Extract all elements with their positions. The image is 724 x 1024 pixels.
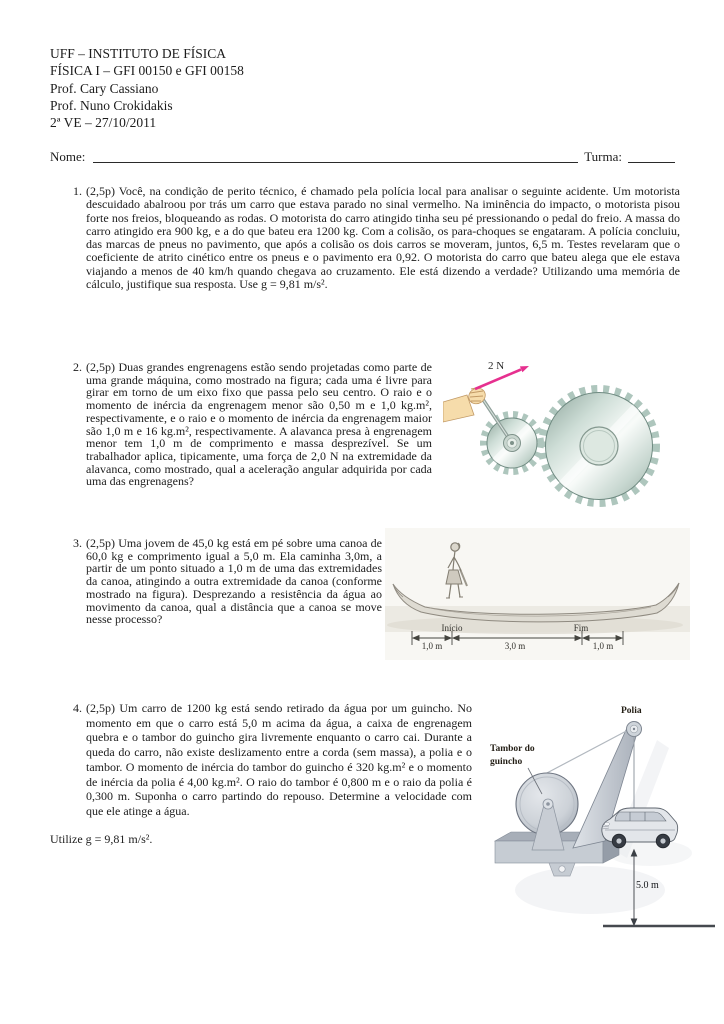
drum-label-line2: guincho bbox=[490, 757, 523, 767]
header-line-course: FÍSICA I – GFI 00150 e GFI 00158 bbox=[50, 63, 244, 79]
header-line-institution: UFF – INSTITUTO DE FÍSICA bbox=[50, 46, 227, 61]
problem-2-number: 2. bbox=[73, 360, 82, 374]
large-gear bbox=[542, 389, 656, 503]
person-sketch bbox=[446, 543, 467, 598]
hand bbox=[443, 385, 488, 422]
class-label: Turma: bbox=[584, 149, 622, 164]
small-gear-hub bbox=[504, 435, 521, 452]
name-label: Nome: bbox=[50, 149, 86, 164]
header-line-prof1: Prof. Cary Cassiano bbox=[50, 80, 159, 96]
force-label: 2 N bbox=[488, 360, 505, 372]
problem-4-text: (2,5p) Um carro de 1200 kg está sendo retirado da água por um guincho. No momento em que o carro está 5,0 m acima da água, a caixa de engrenagem quebra e o tambor do guincho gira livremente enquanto o carro cai. Durante a queda do carro, não existe deslizamento entre a corda (sem massa), a polia e o tambor. O momento de inércia do tambor do guincho é 320 kg.m² e o momento de inércia da polia é 4,00 kg.m². O raio do tambor é 0,800 m e o raio da polia é 0,300 m. Suponha o carro partindo do repouso. Determine a velocidade com que ele atinge a água. bbox=[86, 701, 472, 818]
problem-1-text: (2,5p) Você, na condição de perito técnico, é chamado pela polícia local para analisar o seguinte acidente. Um motorista descuidado abalroou por trás um carro que estava parado no sinal vermelho. Na iminência do impacto, o motorista pisou forte nos freios, bloqueando as rodas. O motorista do carro atingido tinha seu pé pressionando o pedal do freio. A massa do carro atingido era 900 kg, e a do que bateu era 1200 kg. Com a colisão, os para-choques se engataram. A polícia concluiu, das marcas de pneus no pavimento, que após a colisão os dois carros se moveram, juntos, 6,5 m. Testes revelaram que o coeficiente de atrito cinético entre os pneus e o pavimento era 0,92. O motorista do carro que bateu alega que ele estava viajando a menos de 40 km/h quando chegava ao cruzamento. Ele está dizendo a verdade? Utilizando uma memória de cálculo, justifique sua resposta. Use g = 9,81 m/s². bbox=[86, 184, 680, 292]
drum-label-line1: Tambor do bbox=[490, 744, 535, 754]
header-line-exam-date: 2ª VE – 27/10/2011 bbox=[50, 115, 157, 131]
winch-figure bbox=[485, 698, 720, 942]
height-label: 5.0 m bbox=[636, 880, 659, 891]
name-row bbox=[50, 148, 675, 165]
problem-2 bbox=[72, 361, 432, 488]
pulley-label: Polia bbox=[621, 706, 642, 716]
gears-illustration bbox=[443, 356, 695, 522]
problem-3 bbox=[72, 537, 382, 626]
class-blank-line bbox=[628, 148, 675, 163]
name-blank-line bbox=[93, 148, 578, 163]
dimension-left-label: 1,0 m bbox=[421, 641, 443, 651]
problem-1-number: 1. bbox=[73, 184, 82, 198]
gears-figure bbox=[443, 356, 695, 522]
header-line-prof2: Prof. Nuno Crokidakis bbox=[50, 97, 173, 113]
problem-4-number: 4. bbox=[73, 701, 82, 715]
problem-2-text: (2,5p) Duas grandes engrenagens estão sendo projetadas como parte de uma grande máquina, como mostrado na figura; cada uma é livre para girar em torno de um eixo fixo que passa pelo seu centro. O raio e o momento de inércia da engrenagem menor são 0,50 m e 1,0 kg.m², respectivamente, e o raio e o momento de inércia da engrenagem maior são 1,0 m e 16 kg.m², respectivamente. A alavanca presa à engrenagem menor tem 1,0 m de comprimento e massa desprezível. Se um trabalhador aplica, tipicamente, uma força de 2,0 N na extremidade da alavanca, como mostrado, qual a aceleração angular adquirida por cada uma das engrenagens? bbox=[86, 360, 432, 489]
problem-1 bbox=[72, 185, 680, 291]
problem-4 bbox=[72, 701, 472, 819]
start-position-label: Início bbox=[441, 623, 463, 633]
problem-3-text: (2,5p) Uma jovem de 45,0 kg está em pé sobre uma canoa de 60,0 kg e comprimento igual a 5,0 m. Ela caminha 3,0m, a partir de um ponto situado a 1,0 m de uma das extremidades da canoa, atingindo a outra extremidade da canoa (conforme mostrado na figura). Desprezando a resistência da água ao movimento da canoa, qual a distância que a canoa se move nesse processo? bbox=[86, 536, 382, 627]
gravity-note: Utilize g = 9,81 m/s². bbox=[50, 832, 153, 846]
winch-illustration bbox=[485, 698, 720, 942]
end-position-label: Fim bbox=[573, 623, 589, 633]
dimension-middle-label: 3,0 m bbox=[504, 641, 526, 651]
pulley bbox=[627, 722, 642, 737]
canoe-figure bbox=[385, 528, 690, 660]
dimension-right-label: 1,0 m bbox=[592, 641, 614, 651]
problem-3-number: 3. bbox=[73, 536, 82, 550]
exam-header bbox=[50, 45, 244, 131]
